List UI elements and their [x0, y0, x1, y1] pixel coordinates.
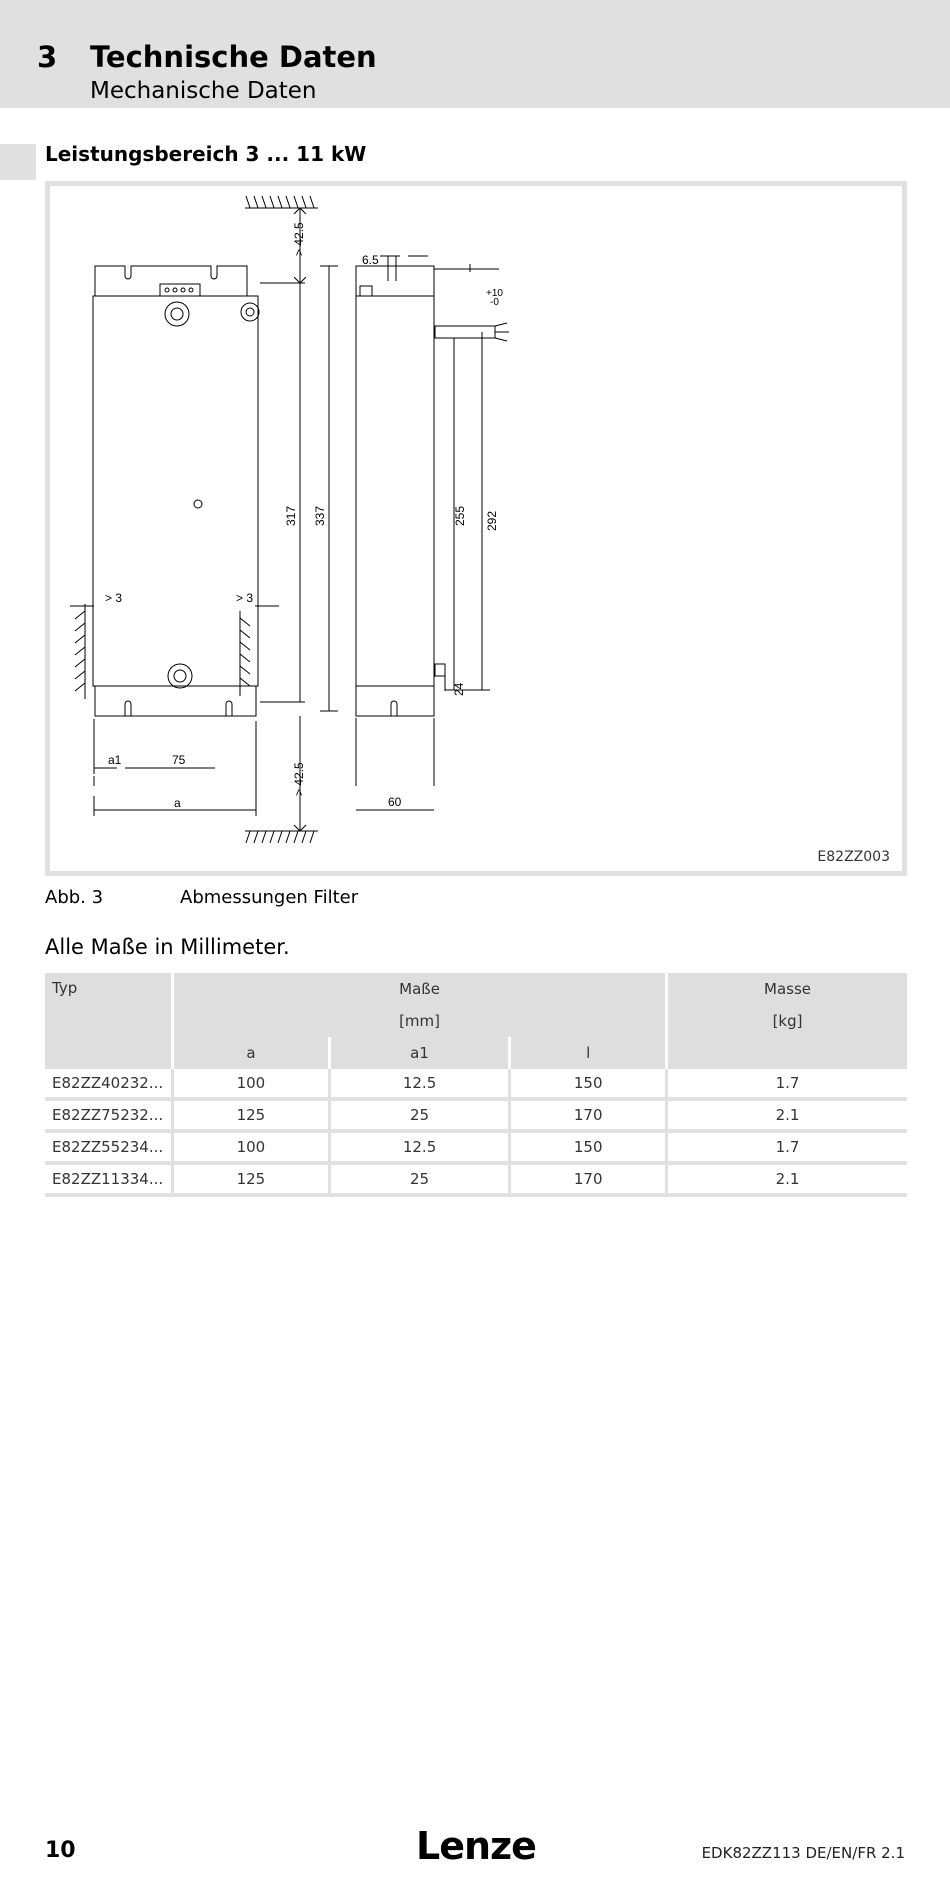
table-row	[45, 1163, 907, 1195]
chapter-number: 3	[37, 40, 58, 74]
dim-tolerance-minus: -0	[490, 297, 499, 308]
dim-24: 24	[452, 682, 466, 696]
filter-drawing-svg	[50, 186, 902, 871]
section-title: Leistungsbereich 3 ... 11 kW	[45, 142, 367, 166]
cell-typ: E82ZZ75232...	[45, 1099, 173, 1131]
document-id: EDK82ZZ113 DE/EN/FR 2.1	[701, 1844, 905, 1862]
cell-a1: 12.5	[329, 1131, 509, 1163]
dim-292: 292	[485, 510, 499, 531]
cell-a: 125	[173, 1099, 330, 1131]
cell-l: 150	[510, 1069, 667, 1099]
chapter-title: Technische Daten	[90, 40, 377, 74]
cell-a1: 12.5	[329, 1069, 509, 1099]
dim-317: 317	[284, 505, 298, 526]
dimensions-table	[45, 973, 907, 1197]
dim-side-right: > 3	[236, 591, 254, 605]
cell-kg: 1.7	[667, 1131, 907, 1163]
cell-l: 170	[510, 1099, 667, 1131]
header-weight-unit: [kg]	[667, 1005, 907, 1037]
chapter-header	[0, 0, 950, 108]
header-typ: Typ	[45, 973, 173, 1069]
figure-caption-text: Abmessungen Filter	[180, 887, 359, 908]
dim-a: a	[174, 796, 181, 810]
dim-tolerance-plus: +10	[486, 288, 503, 299]
wall-hatch-top	[245, 196, 318, 208]
side-tab-marker	[0, 144, 36, 180]
cell-a: 100	[173, 1131, 330, 1163]
table-row	[45, 1069, 907, 1099]
dim-255: 255	[453, 505, 467, 526]
chapter-subtitle: Mechanische Daten	[90, 78, 317, 104]
figure-caption-number: Abb. 3	[45, 887, 104, 908]
dim-top-gap: > 42.5	[292, 222, 306, 256]
dim-60: 60	[388, 795, 402, 809]
header-col-l: l	[510, 1037, 667, 1069]
page-number: 10	[45, 1838, 76, 1863]
cell-kg: 2.1	[667, 1099, 907, 1131]
table-row	[45, 1099, 907, 1131]
dim-75: 75	[172, 753, 186, 767]
header-masse-group: Maße	[173, 973, 667, 1005]
cell-l: 150	[510, 1131, 667, 1163]
cell-kg: 2.1	[667, 1163, 907, 1195]
cell-a1: 25	[329, 1163, 509, 1195]
filter-side-view	[356, 256, 509, 716]
units-note: Alle Maße in Millimeter.	[45, 935, 290, 959]
figure-code: E82ZZ003	[817, 849, 890, 865]
dimension-drawing	[45, 181, 907, 876]
cell-a: 125	[173, 1163, 330, 1195]
cell-l: 170	[510, 1163, 667, 1195]
cell-typ: E82ZZ11334...	[45, 1163, 173, 1195]
wall-hatch-left	[75, 604, 85, 699]
dim-a1: a1	[108, 753, 122, 767]
header-col-a: a	[173, 1037, 330, 1069]
header-empty	[667, 1037, 907, 1069]
header-masse-unit: [mm]	[173, 1005, 667, 1037]
wall-hatch-right	[240, 611, 250, 696]
dim-337: 337	[313, 505, 327, 526]
cell-kg: 1.7	[667, 1069, 907, 1099]
lenze-logo: Lenze	[416, 1824, 536, 1868]
dim-side-left: > 3	[105, 591, 123, 605]
cell-a: 100	[173, 1069, 330, 1099]
filter-front-view	[93, 266, 259, 716]
cell-typ: E82ZZ40232...	[45, 1069, 173, 1099]
dim-bottom-gap: > 42.5	[292, 762, 306, 796]
dim-6-5: 6.5	[362, 253, 379, 267]
header-col-a1: a1	[329, 1037, 509, 1069]
wall-hatch-bottom	[245, 831, 318, 843]
table-row	[45, 1131, 907, 1163]
cell-a1: 25	[329, 1099, 509, 1131]
header-weight: Masse	[667, 973, 907, 1005]
cell-typ: E82ZZ55234...	[45, 1131, 173, 1163]
